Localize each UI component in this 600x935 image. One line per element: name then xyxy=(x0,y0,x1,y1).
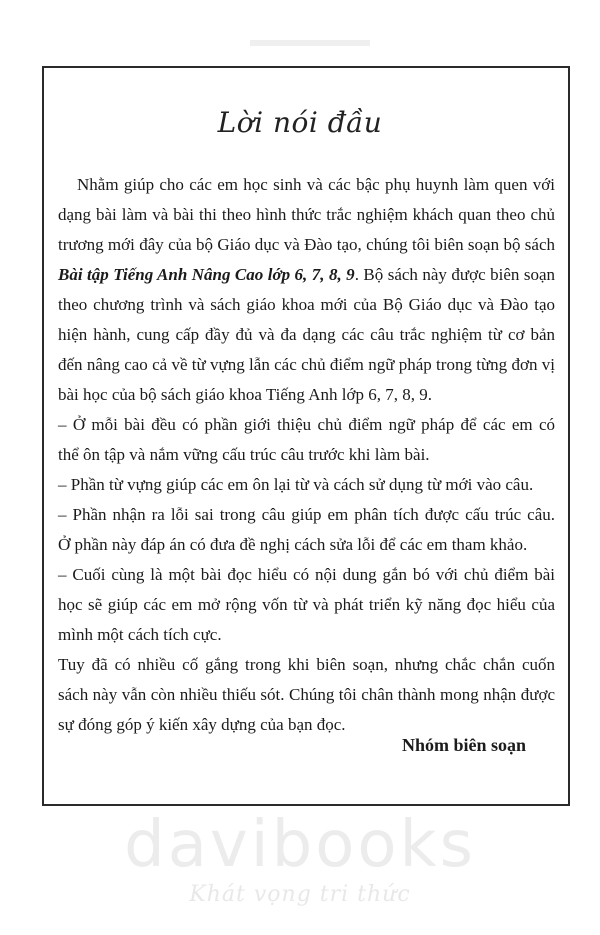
text-line xyxy=(58,260,555,290)
bullet-line: học sẽ giúp các em mở rộng vốn từ và phát triển kỹ năng đọc hiểu của xyxy=(58,595,555,614)
text-line: Nhằm giúp cho các em học sinh và các bậc phụ huynh làm quen với xyxy=(77,175,555,194)
text-line: theo chương trình và sách giáo khoa mới của Bộ Giáo dục và Đào tạo xyxy=(58,295,555,314)
text-line: dạng bài làm và bài thi theo hình thức trắc nghiệm khách quan theo chủ xyxy=(58,205,555,224)
watermark-tagline: Khát vọng tri thức xyxy=(189,882,411,907)
bleed-through-mark xyxy=(250,40,370,46)
bullet-line: – Cuối cùng là một bài đọc hiểu có nội dung gắn bó với chủ điểm bài xyxy=(58,565,555,584)
page-title: Lời nói đầu xyxy=(217,106,383,139)
text-line: sách này vẫn còn nhiều thiếu sót. Chúng tôi chân thành mong nhận được xyxy=(58,685,555,704)
bullet-line: thể ôn tập và nắm vững cấu trúc câu trước khi làm bài. xyxy=(58,445,430,464)
text-fragment: . Bộ sách này được biên soạn xyxy=(354,265,555,284)
preface-body xyxy=(58,170,555,740)
bullet-line: – Ở mỗi bài đều có phần giới thiệu chủ điểm ngữ pháp để các em có xyxy=(58,415,555,434)
text-line: trương mới đây của bộ Giáo dục và Đào tạo, chúng tôi biên soạn bộ sách xyxy=(58,235,555,254)
watermark-brand: davibooks xyxy=(124,808,476,882)
text-line: đến nâng cao cả về từ vựng lẫn các chủ điểm ngữ pháp trong từng đơn vị xyxy=(58,355,555,374)
signature: Nhóm biên soạn xyxy=(401,735,526,755)
text-line: hiện hành, cung cấp đầy đủ và đa dạng các câu trắc nghiệm từ cơ bản xyxy=(58,325,555,344)
book-title: Bài tập Tiếng Anh Nâng Cao lớp 6, 7, 8, 9 xyxy=(58,265,355,284)
bullet-line: – Phần nhận ra lỗi sai trong câu giúp em phân tích được cấu trúc câu. xyxy=(58,505,555,524)
bullet-line: Ở phần này đáp án có đưa đề nghị cách sửa lỗi để các em tham khảo. xyxy=(58,535,528,554)
text-line: bài học của bộ sách giáo khoa Tiếng Anh lớp 6, 7, 8, 9. xyxy=(58,385,432,404)
text-line: Tuy đã có nhiều cố gắng trong khi biên soạn, nhưng chắc chắn cuốn xyxy=(58,655,555,674)
bullet-line: mình một cách tích cực. xyxy=(58,625,222,644)
bullet-line: – Phần từ vựng giúp các em ôn lại từ và cách sử dụng từ mới vào câu. xyxy=(58,475,534,494)
text-line: sự đóng góp ý kiến xây dựng của bạn đọc. xyxy=(58,715,346,734)
